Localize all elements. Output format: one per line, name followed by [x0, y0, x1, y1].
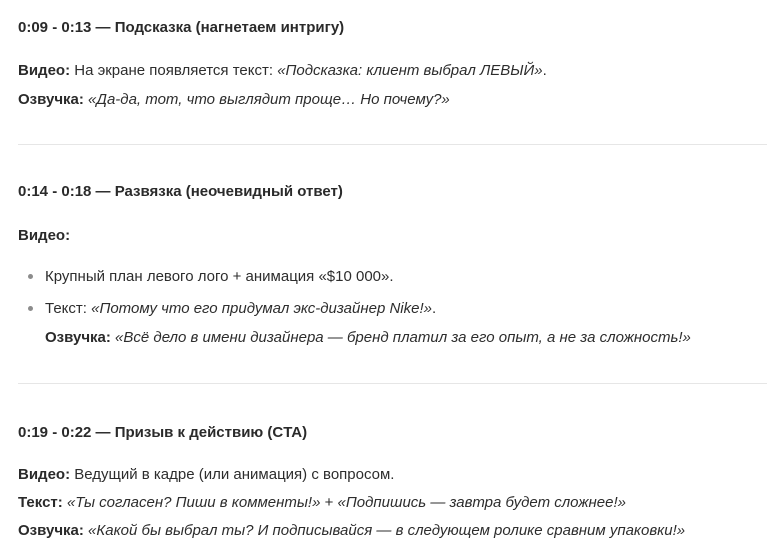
video-label: Видео:: [18, 227, 71, 244]
voice-quote: «Всё дело в имени дизайнера — бренд платил за его опыт, а не за сложность!»: [115, 329, 691, 346]
voice-label: Озвучка:: [18, 522, 84, 539]
bullet-quote: «Потому что его придумал экс-дизайнер Nike!»: [91, 300, 432, 317]
list-item: [45, 268, 394, 286]
video-end: .: [542, 62, 547, 79]
bullet-text: Текст:: [45, 300, 92, 317]
text-quote-2: «Подпишись — завтра будет сложнее!»: [337, 494, 626, 511]
section3-video-line: [18, 466, 394, 484]
section2-video-line: [18, 227, 70, 245]
video-label: Видео:: [18, 466, 71, 483]
section3-text-line: [18, 494, 626, 512]
video-text: Ведущий в кадре (или анимация) с вопросом.: [70, 466, 395, 483]
bullet-text: Крупный план левого лого + анимация «$10 000».: [45, 268, 394, 285]
section2-voice-line: [45, 329, 691, 347]
section-heading-hint: 0:09 - 0:13 — Подсказка (нагнетаем интригу): [18, 19, 345, 36]
section1-voice-line: [18, 91, 450, 109]
section-heading-cta: 0:19 - 0:22 — Призыв к действию (CTA): [18, 424, 308, 441]
video-text: На экране появляется текст:: [70, 62, 278, 79]
text-label: Текст:: [18, 494, 63, 511]
section-heading-reveal: 0:14 - 0:18 — Развязка (неочевидный ответ): [18, 183, 343, 200]
section-divider: [18, 144, 767, 145]
section3-voice-line: [18, 522, 685, 540]
bullet-dot: [28, 274, 33, 279]
text-plus: +: [320, 494, 338, 511]
voice-quote: «Какой бы выбрал ты? И подписывайся — в следующем ролике сравним упаковки!»: [88, 522, 686, 539]
video-label: Видео:: [18, 62, 71, 79]
list-item: [45, 300, 436, 318]
voice-quote: «Да-да, тот, что выглядит проще… Но почему?»: [88, 91, 450, 108]
voice-label: Озвучка:: [18, 91, 84, 108]
section1-video-line: [18, 62, 547, 80]
bullet-dot: [28, 306, 33, 311]
section-divider: [18, 383, 767, 384]
bullet-end: .: [431, 300, 437, 317]
voice-label: Озвучка:: [45, 329, 111, 346]
text-quote-1: «Ты согласен? Пиши в комменты!»: [66, 494, 321, 511]
video-quote: «Подсказка: клиент выбрал ЛЕВЫЙ»: [277, 62, 543, 79]
